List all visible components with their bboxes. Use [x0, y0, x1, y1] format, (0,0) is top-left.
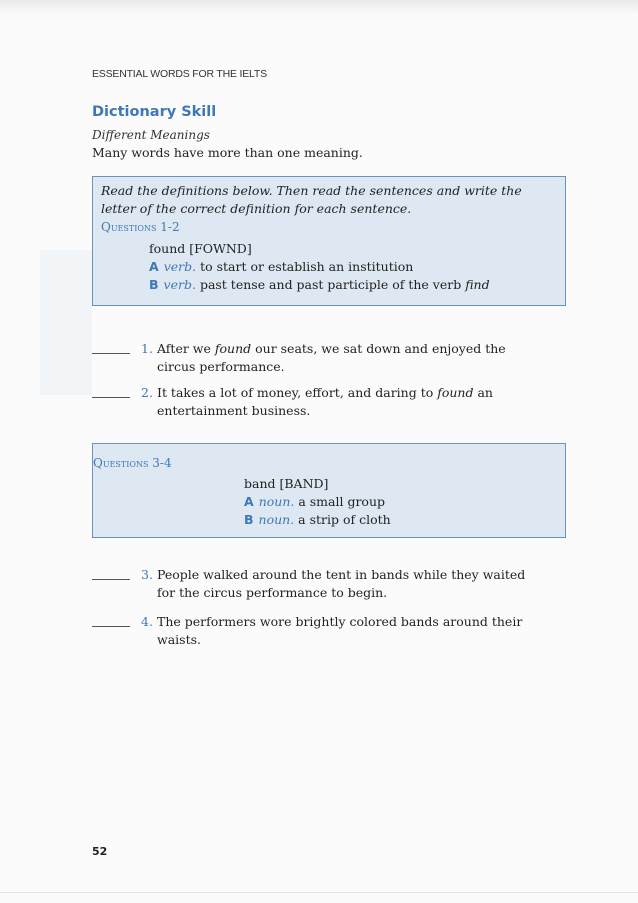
definition-b	[244, 512, 391, 527]
question-text	[157, 613, 557, 649]
running-head: ESSENTIAL WORDS FOR THE IELTS	[92, 68, 267, 80]
definition-text: to start or establish an institution	[200, 259, 414, 274]
question-text-part: After we	[157, 341, 215, 356]
part-of-speech: verb.	[163, 259, 197, 274]
definition-emphasis: find	[465, 277, 490, 292]
question-keyword: found	[214, 341, 252, 356]
question-text	[157, 340, 557, 376]
section-subtitle: Different Meanings	[92, 128, 210, 142]
definition-b	[149, 277, 490, 292]
question-text	[157, 384, 557, 420]
scan-bottom-line	[0, 892, 638, 893]
questions-label	[93, 456, 172, 470]
question-number: 1.	[141, 341, 153, 356]
intro-text: Many words have more than one meaning.	[92, 145, 363, 160]
question-text-line: The performers wore brightly colored bands around their	[157, 614, 523, 629]
scan-top-edge	[0, 0, 638, 14]
answer-blank[interactable]	[92, 626, 130, 627]
definition-letter: A	[149, 259, 159, 274]
question-text-line: for the circus performance to begin.	[157, 585, 388, 600]
question-keyword: found	[437, 385, 474, 400]
definition-letter: A	[244, 494, 254, 509]
question-number: 2.	[141, 385, 153, 400]
definition-letter: B	[244, 512, 254, 527]
answer-blank[interactable]	[92, 579, 130, 580]
part-of-speech: verb.	[163, 277, 196, 292]
question-text-line: People walked around the tent in bands while they waited	[157, 567, 526, 582]
definition-letter: B	[149, 277, 159, 292]
question-text-line: circus performance.	[157, 359, 285, 374]
question-text-line: entertainment business.	[157, 403, 311, 418]
definition-a	[244, 494, 385, 509]
dictionary-entry: band [BAND]	[244, 476, 329, 491]
definitions-box-2	[92, 443, 566, 538]
question-text-part: an	[473, 385, 493, 400]
question-number: 4.	[141, 614, 153, 629]
definition-text: a small group	[298, 494, 385, 509]
definition-text: past tense and past participle of the verb	[199, 277, 462, 292]
question-number: 3.	[141, 567, 153, 582]
instructions-text: Read the definitions below. Then read the sentences and write the letter of the correct definition for each sentence.	[101, 183, 522, 216]
definitions-box-1	[92, 176, 566, 306]
questions-label-word: Questions	[93, 456, 149, 470]
questions-range: 3-4	[152, 456, 172, 470]
bleed-through-shade	[40, 250, 92, 395]
part-of-speech: noun.	[258, 512, 295, 527]
section-title: Dictionary Skill	[92, 104, 217, 120]
questions-range: 1-2	[160, 220, 180, 234]
part-of-speech: noun.	[258, 494, 295, 509]
answer-blank[interactable]	[92, 353, 130, 354]
question-text-line: waists.	[157, 632, 201, 647]
page-number: 52	[92, 845, 108, 858]
definition-text: a strip of cloth	[298, 512, 391, 527]
questions-label-word: Questions	[101, 220, 157, 234]
question-text	[157, 566, 557, 602]
definition-a	[149, 259, 413, 274]
question-text-part: our seats, we sat down and enjoyed the	[251, 341, 506, 356]
answer-blank[interactable]	[92, 397, 130, 398]
dictionary-entry: found [FOWND]	[149, 241, 252, 256]
questions-label	[101, 220, 180, 234]
question-text-part: It takes a lot of money, effort, and daring to	[157, 385, 438, 400]
